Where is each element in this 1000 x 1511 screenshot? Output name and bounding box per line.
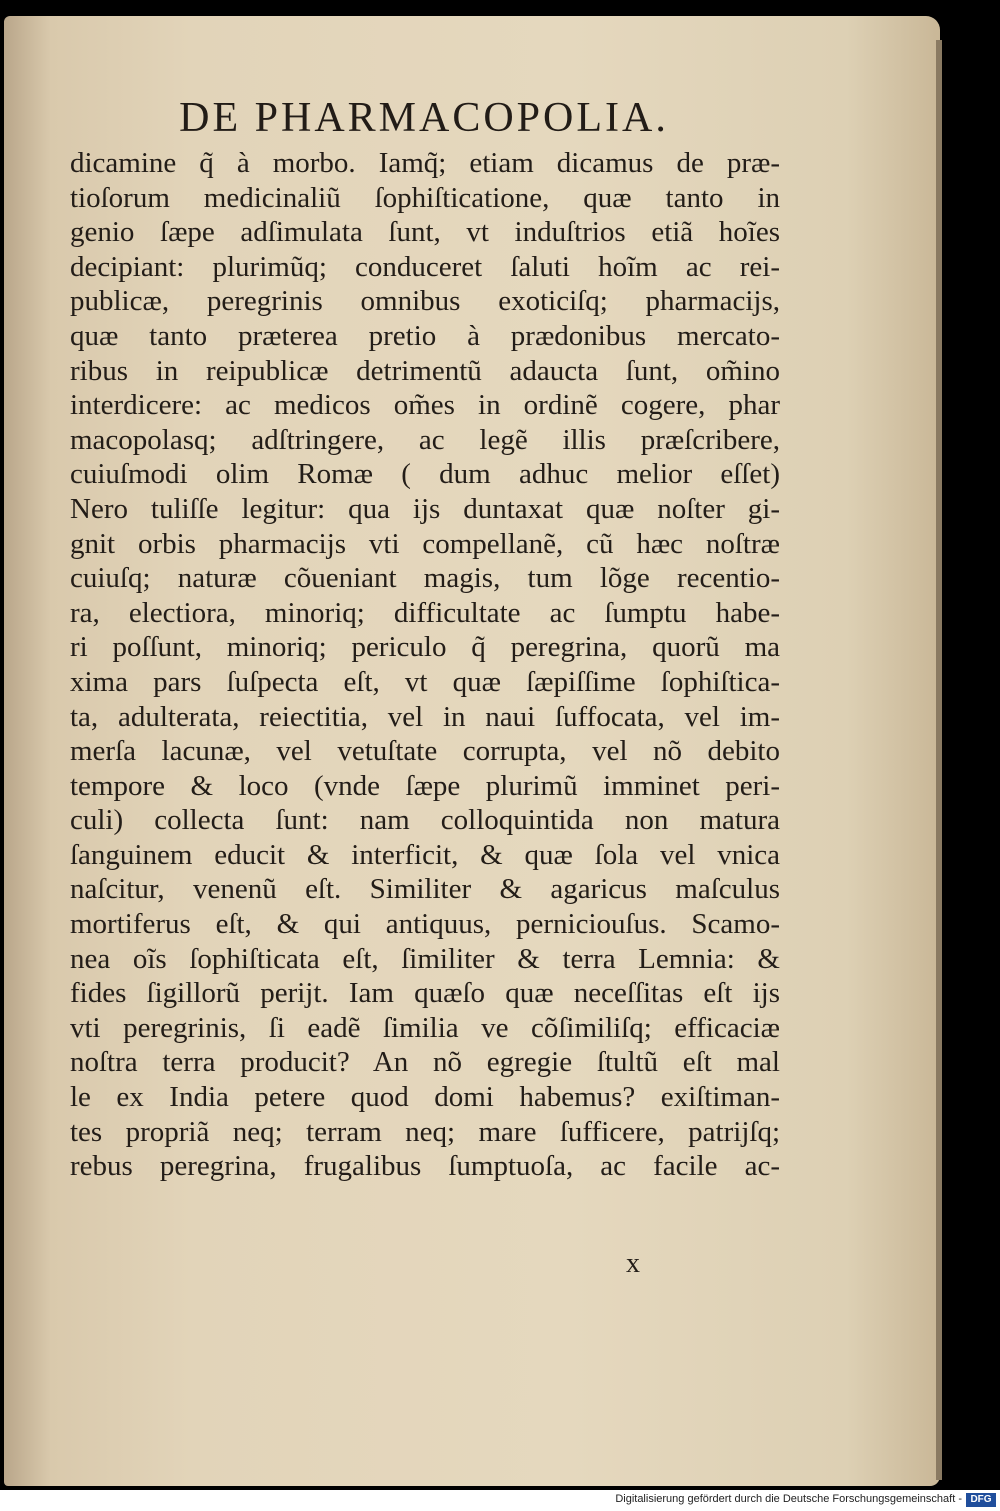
- text-line: merſa lacunæ, vel vetuſtate corrupta, vel nõ debito: [70, 735, 780, 768]
- text-line: rebus peregrina, frugalibus ſumptuoſa, ac facile ac-: [70, 1150, 780, 1183]
- text-line: quæ tanto præterea pretio à prædonibus mercato-: [70, 319, 780, 352]
- funding-credit: Digitalisierung gefördert durch die Deutsche Forschungsgemeinschaft -: [615, 1493, 962, 1505]
- text-line: mortiferus eſt, & qui antiquus, perniciouſus. Scamo-: [70, 908, 780, 941]
- text-line: cuiuſmodi olim Romæ ( dum adhuc melior eſſet): [70, 458, 780, 491]
- text-line: le ex India petere quod domi habemus? exiſtiman-: [70, 1081, 780, 1114]
- text-line: macopolasq; adſtringere, ac legẽ illis præſcribere,: [70, 423, 780, 456]
- text-line: gnit orbis pharmacijs vti compellanẽ, cũ hæc noſtræ: [70, 527, 780, 560]
- text-line: ra, electiora, minoriq; difficultate ac ſumptu habe-: [70, 596, 780, 629]
- text-line: ſanguinem educit & interficit, & quæ ſola vel vnica: [70, 838, 780, 871]
- text-line: tioſorum medicinaliũ ſophiſticatione, quæ tanto in: [70, 181, 780, 214]
- signature-mark: x: [626, 1248, 640, 1279]
- text-line: genio ſæpe adſimulata ſunt, vt induſtrios etiã hoĩes: [70, 216, 780, 249]
- text-line: ta, adulterata, reiectitia, vel in naui ſuffocata, vel im-: [70, 700, 780, 733]
- text-line: ribus in reipublicæ detrimentũ adaucta ſunt, om̃ino: [70, 354, 780, 387]
- text-line: decipiant: plurimũq; conduceret ſaluti hoĩm ac rei-: [70, 250, 780, 283]
- running-head: DE PHARMACOPOLIA.: [179, 95, 669, 141]
- text-line: nea oĩs ſophiſticata eſt, ſimiliter & terra Lemnia: &: [70, 942, 780, 975]
- text-line: Nero tuliſſe legitur: qua ijs duntaxat quæ noſter gi-: [70, 492, 780, 525]
- text-line: tes propriã neq; terram neq; mare ſufficere, patrijſq;: [70, 1115, 780, 1148]
- text-line: cuiuſq; naturæ cõueniant magis, tum lõge recentio-: [70, 562, 780, 595]
- page-edge: [936, 40, 942, 1480]
- text-line: noſtra terra producit? An nõ egregie ſtultũ eſt mal: [70, 1046, 780, 1079]
- text-line: naſcitur, venenũ eſt. Similiter & agaricus maſculus: [70, 873, 780, 906]
- text-line: xima pars ſuſpecta eſt, vt quæ ſæpiſſime ſophiſtica-: [70, 665, 780, 698]
- dfg-logo: DFG: [966, 1493, 996, 1507]
- footer-bar: [0, 1490, 1000, 1511]
- text-line: culi) collecta ſunt: nam colloquintida non matura: [70, 804, 780, 837]
- text-line: ri poſſunt, minoriq; periculo q̃ peregrina, quorũ ma: [70, 631, 780, 664]
- text-line: vti peregrinis, ſi eadẽ ſimilia ve cõſimiliſq; efficaciæ: [70, 1011, 780, 1044]
- text-line: dicamine q̃ à morbo. Iamq̃; etiam dicamus de præ-: [70, 147, 780, 179]
- body-text: [70, 146, 780, 1184]
- text-line: tempore & loco (vnde ſæpe plurimũ imminet peri-: [70, 769, 780, 802]
- text-line: publicæ, peregrinis omnibus exoticiſq; pharmacijs,: [70, 285, 780, 318]
- text-line: interdicere: ac medicos om̃es in ordinẽ cogere, phar: [70, 389, 780, 422]
- text-line: fides ſigillorũ perijt. Iam quæſo quæ neceſſitas eſt ijs: [70, 977, 780, 1010]
- book-page: [4, 16, 940, 1486]
